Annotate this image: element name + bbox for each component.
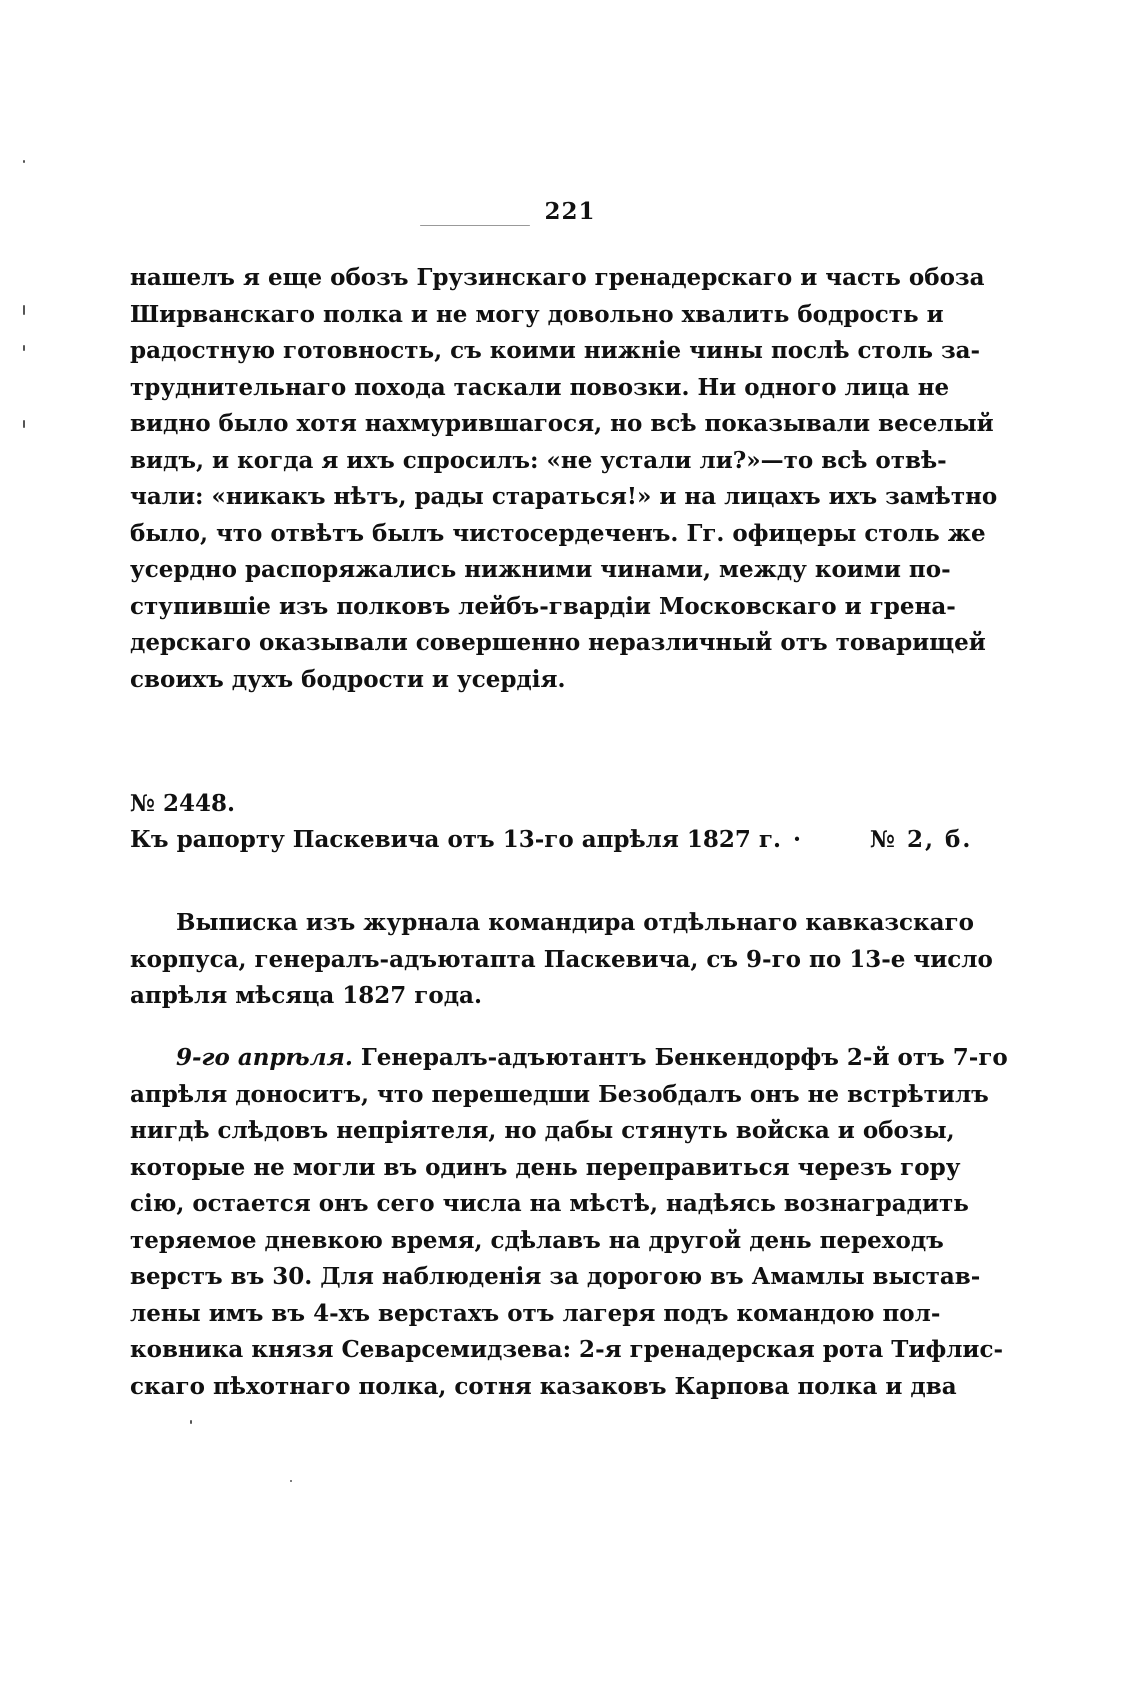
text-line: апрѣля мѣсяца 1827 года. (130, 982, 482, 1009)
paragraph-journal-entry (130, 1040, 1008, 1405)
text-line: своихъ духъ бодрости и усердія. (130, 665, 566, 693)
text-line: Ширванскаго полка и не могу довольно хвалить бодрость и (130, 300, 944, 328)
scan-speck (23, 420, 25, 428)
text-line: теряемое дневкою время, сдѣлавъ на другой день переходъ (130, 1226, 944, 1254)
text-line: ступившіе изъ полковъ лейбъ-гвардіи Московскаго и грена- (130, 592, 956, 620)
text-line: Выписка изъ журнала командира отдѣльнаго кавказскаго (176, 909, 974, 936)
text-line: чали: «никакъ нѣтъ, рады стараться!» и на лицахъ ихъ замѣтно (130, 483, 998, 510)
paragraph-extract-title (130, 905, 993, 1015)
text-line: нигдѣ слѣдовъ непріятеля, но дабы стянуть войска и обозы, (130, 1117, 955, 1144)
text-line: усердно распоряжались нижними чинами, между коими по- (130, 556, 951, 583)
date-lead: 9-го апрѣля. (176, 1044, 353, 1071)
scan-speck (23, 160, 25, 163)
paragraph-continuation (130, 260, 998, 698)
page-number: 221 (544, 198, 596, 225)
document-number: № 2448. (130, 790, 236, 817)
text-line: видъ, и когда я ихъ спросилъ: «не устали ли?»—то всѣ отвѣ- (130, 446, 947, 474)
reference-mark: · (793, 826, 802, 853)
text-line: ковника князя Севарсемидзева: 2-я гренадерская рота Тифлис- (130, 1336, 1004, 1363)
text-line: верстъ въ 30. Для наблюденія за дорогою въ Амамлы выстав- (130, 1263, 981, 1290)
document-reference (130, 823, 1090, 857)
text-line: видно было хотя нахмурившагося, но всѣ показывали веселый (130, 410, 994, 437)
scan-speck (190, 1420, 192, 1424)
text-line: сію, остается онъ сего числа на мѣстѣ, надѣясь вознаградить (130, 1190, 969, 1217)
text-line: апрѣля доноситъ, что перешедши Безобдалъ онъ не встрѣтилъ (130, 1080, 989, 1108)
text-line: было, что отвѣтъ былъ чистосердеченъ. Гг. офицеры столь же (130, 519, 986, 547)
text-line: скаго пѣхотнаго полка, сотня казаковъ Карпова полка и два (130, 1372, 957, 1400)
text-line: корпуса, генералъ-адъютапта Паскевича, съ 9-го по 13-е число (130, 945, 993, 973)
text-line: труднительнаго похода таскали повозки. Ни одного лица не (130, 373, 950, 401)
text-line: дерскаго оказывали совершенно неразличный отъ товарищей (130, 629, 986, 656)
reference-text: Къ рапорту Паскевича отъ 13-го апрѣля 1827 г. (130, 826, 782, 853)
scan-speck (420, 225, 530, 226)
text-line: нашелъ я еще обозъ Грузинскаго гренадерскаго и часть обоза (130, 264, 985, 291)
text-line-first (130, 1040, 1008, 1077)
text-line: лены имъ въ 4-хъ верстахъ отъ лагеря подъ командою пол- (130, 1299, 941, 1327)
text-line: радостную готовность, съ коими нижніе чины послѣ столь за- (130, 337, 981, 364)
scan-speck (23, 305, 25, 315)
first-line-text: Генералъ-адъютантъ Бенкендорфъ 2-й отъ 7-го (360, 1044, 1008, 1071)
scan-speck (290, 1480, 292, 1482)
scan-speck (23, 345, 25, 351)
archive-code: № 2, б. (870, 826, 973, 853)
text-line: которые не могли въ одинъ день переправиться черезъ гору (130, 1153, 961, 1181)
